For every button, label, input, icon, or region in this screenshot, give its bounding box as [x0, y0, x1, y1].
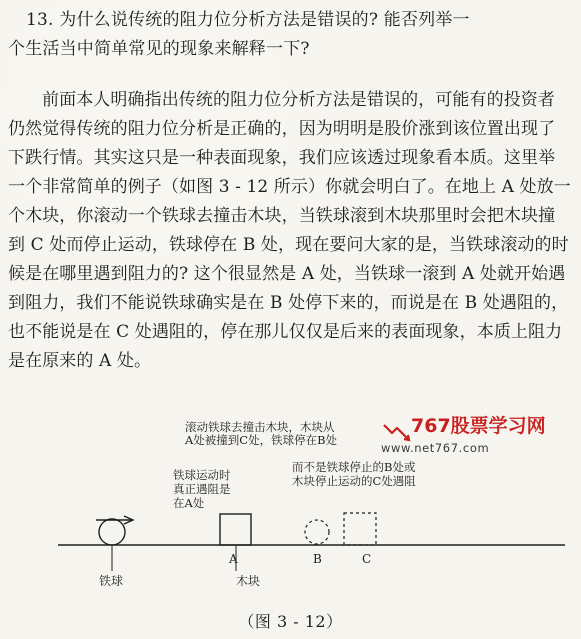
figure-caption: （图 3 - 12） — [238, 612, 343, 631]
paragraph-line: 到 C 处而停止运动，铁球停在 B 处，现在要问大家的是，当铁球滚动的时 — [8, 235, 569, 255]
figure-3-12 — [0, 405, 581, 610]
wooden-block — [220, 514, 251, 545]
left-note-line-1: 铁球运动时 — [173, 468, 231, 482]
question-line-2: 个生活当中简单常见的现象来解释一下? — [8, 39, 310, 59]
paragraph-line: 下跌行情。其实这只是一种表面现象，我们应该透过现象看本质。这里举 — [8, 148, 556, 168]
paragraph-line: 一个非常简单的例子（如图 3 - 12 所示）你就会明白了。在地上 A 处放一 — [8, 177, 571, 197]
figure-diagram — [0, 405, 581, 610]
watermark-arrow-icon — [384, 425, 408, 439]
left-note-line-3: 在A处 — [173, 496, 205, 510]
paragraph-line: 到阻力，我们不能说铁球确实是在 B 处停下来的，而说是在 B 处遇阻的， — [8, 293, 569, 313]
label-a: A — [229, 552, 238, 566]
question-heading — [8, 6, 572, 64]
right-note-line-1: 而不是铁球停止的B处或 — [292, 460, 416, 474]
paragraph-line: 候是在哪里遇到阻力的? 这个很显然是 A 处，当铁球一滚到 A 处就开始遇 — [8, 264, 566, 284]
ball-label: 铁球 — [99, 574, 124, 588]
block-label: 木块 — [236, 574, 261, 588]
top-note-line-1: 滚动铁球去撞击木块，木块从 — [185, 420, 335, 434]
watermark-logo — [384, 414, 546, 440]
left-note-line-2: 真正遇阻是 — [173, 482, 231, 496]
motion-arrow-icon — [96, 516, 133, 524]
answer-paragraph — [8, 86, 572, 376]
paragraph-line: 也不能说是在 C 处遇阻的，停在那儿仅仅是后来的表面现象，本质上阻力 — [8, 322, 563, 342]
watermark-brand: 767股票学习网 — [411, 415, 546, 437]
block-stop-position-c — [344, 513, 376, 545]
ball-stop-position-b — [305, 520, 329, 544]
paragraph-line: 前面本人明确指出传统的阻力位分析方法是错误的，可能有的投资者 — [42, 90, 555, 110]
question-line-1: 13. 为什么说传统的阻力位分析方法是错误的? 能否列举一 — [26, 10, 470, 30]
label-b: B — [313, 552, 322, 566]
label-c: C — [362, 552, 372, 566]
watermark-url: www.net767.com — [381, 441, 490, 455]
right-note-line-2: 木块停止运动的C处遇阻 — [292, 474, 416, 488]
top-note-line-2: A处被撞到C处，铁球停在B处 — [185, 433, 338, 447]
paragraph-line: 仍然觉得传统的阻力位分析是正确的，因为明明是股价涨到该位置出现了 — [8, 119, 556, 139]
iron-ball — [99, 519, 125, 545]
paragraph-line: 个木块，你滚动一个铁球去撞击木块，当铁球滚到木块那里时会把木块撞 — [8, 206, 556, 226]
paragraph-line: 是在原来的 A 处。 — [8, 351, 152, 371]
